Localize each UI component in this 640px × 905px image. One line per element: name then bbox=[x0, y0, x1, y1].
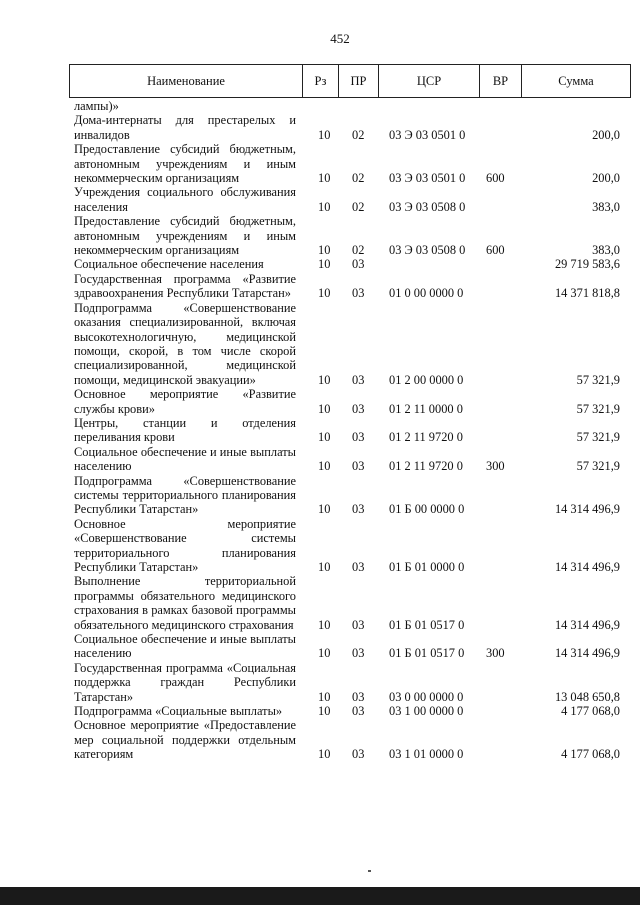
row-csr: 03 1 00 0000 0 bbox=[389, 704, 464, 719]
row-rz: 10 bbox=[318, 199, 331, 214]
row-csr: 01 2 11 0000 0 bbox=[389, 401, 463, 416]
row-pr: 03 bbox=[352, 502, 365, 517]
row-name: Предоставление субсидий бюджетным, автономным учреждениям и иным некоммерческим организациям bbox=[74, 214, 296, 258]
table-row bbox=[0, 99, 640, 113]
table-row bbox=[0, 257, 640, 271]
row-pr: 03 bbox=[352, 689, 365, 704]
scan-mark bbox=[368, 870, 371, 872]
row-csr: 03 Э 03 0508 0 bbox=[389, 199, 466, 214]
row-sum: 14 314 496,9 bbox=[554, 646, 620, 661]
row-pr: 02 bbox=[352, 171, 365, 186]
row-name: Подпрограмма «Социальные выплаты» bbox=[74, 704, 283, 719]
row-name: Государственная программа «Развитие здравоохранения Республики Татарстан» bbox=[74, 271, 296, 301]
row-sum: 14 371 818,8 bbox=[554, 286, 620, 301]
row-vr: 300 bbox=[486, 459, 505, 474]
row-name: Основное мероприятие «Развитие службы крови» bbox=[74, 387, 296, 416]
table-row bbox=[0, 517, 640, 575]
row-rz: 10 bbox=[318, 502, 331, 517]
table-row bbox=[0, 474, 640, 517]
row-name: Социальное обеспечение и иные выплаты населению bbox=[74, 632, 296, 661]
row-pr: 03 bbox=[352, 704, 365, 719]
column-header-name: Наименование bbox=[147, 74, 225, 88]
scan-bottom-bar bbox=[0, 887, 640, 905]
row-sum: 383,0 bbox=[592, 199, 620, 214]
row-pr: 03 bbox=[352, 747, 365, 762]
row-rz: 10 bbox=[318, 689, 331, 704]
row-rz: 10 bbox=[318, 257, 331, 272]
row-csr: 03 Э 03 0501 0 bbox=[389, 127, 466, 142]
row-sum: 200,0 bbox=[592, 127, 620, 142]
row-sum: 4 177 068,0 bbox=[561, 747, 620, 762]
row-csr: 01 Б 01 0517 0 bbox=[389, 646, 465, 661]
row-name: Учреждения социального обслуживания населения bbox=[74, 185, 296, 214]
row-vr: 600 bbox=[486, 171, 505, 186]
row-name: Дома-интернаты для престарелых и инвалидов bbox=[74, 113, 296, 142]
row-rz: 10 bbox=[318, 747, 331, 762]
row-rz: 10 bbox=[318, 243, 331, 258]
row-sum: 29 719 583,6 bbox=[554, 257, 620, 272]
row-rz: 10 bbox=[318, 459, 331, 474]
row-sum: 14 314 496,9 bbox=[554, 502, 620, 517]
row-rz: 10 bbox=[318, 372, 331, 387]
row-sum: 200,0 bbox=[592, 171, 620, 186]
row-sum: 4 177 068,0 bbox=[561, 704, 620, 719]
row-csr: 03 1 01 0000 0 bbox=[389, 747, 464, 762]
row-pr: 03 bbox=[352, 286, 365, 301]
row-csr: 01 Б 01 0517 0 bbox=[389, 617, 465, 632]
row-rz: 10 bbox=[318, 704, 331, 719]
row-sum: 57 321,9 bbox=[576, 401, 620, 416]
row-sum: 57 321,9 bbox=[576, 372, 620, 387]
row-sum: 57 321,9 bbox=[576, 459, 620, 474]
row-rz: 10 bbox=[318, 430, 331, 445]
row-sum: 14 314 496,9 bbox=[554, 617, 620, 632]
row-name: Предоставление субсидий бюджетным, автономным учреждениям и иным некоммерческим организациям bbox=[74, 142, 296, 186]
table-row bbox=[0, 632, 640, 661]
row-rz: 10 bbox=[318, 617, 331, 632]
table-row bbox=[0, 661, 640, 704]
row-name: Основное мероприятие «Предоставление мер социальной поддержки отдельным категориям bbox=[74, 718, 296, 762]
row-csr: 01 2 11 9720 0 bbox=[389, 459, 463, 474]
row-vr: 600 bbox=[486, 243, 505, 258]
row-rz: 10 bbox=[318, 401, 331, 416]
row-rz: 10 bbox=[318, 560, 331, 574]
budget-table-body bbox=[0, 99, 640, 762]
row-sum: 13 048 650,8 bbox=[554, 689, 620, 704]
row-name: лампы)» bbox=[74, 99, 119, 113]
row-rz: 10 bbox=[318, 171, 331, 186]
row-sum: 14 314 496,9 bbox=[554, 560, 620, 574]
row-pr: 03 bbox=[352, 617, 365, 632]
row-pr: 02 bbox=[352, 127, 365, 142]
row-name: Подпрограмма «Совершенствование оказания специализированной, включая высокотехнологичную, медицинской помощи, скорой, в том числе скорой специализированной, медицинской помощи, медицинской эвакуации» bbox=[74, 300, 296, 387]
row-vr: 300 bbox=[486, 646, 505, 661]
row-name: Основное мероприятие «Совершенствование системы территориального планирования Республики Татарстан» bbox=[74, 516, 296, 574]
row-name: Выполнение территориальной программы обязательного медицинского страхования в рамках базовой программы обязательного медицинского страхования bbox=[74, 574, 296, 632]
row-csr: 03 Э 03 0501 0 bbox=[389, 171, 466, 186]
column-header-sum: Сумма bbox=[558, 74, 594, 88]
row-name: Социальное обеспечение населения bbox=[74, 257, 264, 272]
column-header-pr: ПР bbox=[350, 74, 367, 88]
table-row bbox=[0, 301, 640, 387]
table-row bbox=[0, 113, 640, 142]
column-header-vr: ВР bbox=[492, 74, 509, 88]
row-csr: 01 0 00 0000 0 bbox=[389, 286, 464, 301]
row-name: Государственная программа «Социальная поддержка граждан Республики Татарстан» bbox=[74, 660, 296, 704]
page-number: 452 bbox=[330, 31, 350, 46]
row-csr: 01 2 11 9720 0 bbox=[389, 430, 463, 445]
row-pr: 03 bbox=[352, 372, 365, 387]
row-csr: 01 Б 00 0000 0 bbox=[389, 502, 465, 517]
row-rz: 10 bbox=[318, 127, 331, 142]
row-pr: 03 bbox=[352, 401, 365, 416]
row-csr: 03 Э 03 0508 0 bbox=[389, 243, 466, 258]
row-name: Подпрограмма «Совершенствование системы территориального планирования Республики Татарстан» bbox=[74, 473, 296, 517]
table-row bbox=[0, 272, 640, 301]
table-row bbox=[0, 718, 640, 761]
table-header bbox=[69, 64, 631, 98]
row-pr: 03 bbox=[352, 257, 365, 272]
row-csr: 01 2 00 0000 0 bbox=[389, 372, 464, 387]
table-row bbox=[0, 185, 640, 214]
row-pr: 03 bbox=[352, 646, 365, 661]
column-header-csr: ЦСР bbox=[416, 74, 442, 88]
row-sum: 383,0 bbox=[592, 243, 620, 258]
row-csr: 03 0 00 0000 0 bbox=[389, 689, 464, 704]
row-pr: 02 bbox=[352, 243, 365, 258]
table-row bbox=[0, 416, 640, 445]
table-row bbox=[0, 387, 640, 416]
row-pr: 03 bbox=[352, 459, 365, 474]
row-pr: 02 bbox=[352, 199, 365, 214]
row-pr: 03 bbox=[352, 560, 365, 574]
table-row bbox=[0, 214, 640, 257]
table-row bbox=[0, 574, 640, 632]
row-rz: 10 bbox=[318, 286, 331, 301]
row-rz: 10 bbox=[318, 646, 331, 661]
table-row bbox=[0, 142, 640, 185]
table-row bbox=[0, 704, 640, 718]
table-row bbox=[0, 445, 640, 474]
column-header-rz: Рз bbox=[314, 74, 327, 88]
row-sum: 57 321,9 bbox=[576, 430, 620, 445]
row-name: Социальное обеспечение и иные выплаты населению bbox=[74, 444, 296, 474]
row-name: Центры, станции и отделения переливания крови bbox=[74, 415, 296, 445]
row-pr: 03 bbox=[352, 430, 365, 445]
row-csr: 01 Б 01 0000 0 bbox=[389, 560, 465, 574]
